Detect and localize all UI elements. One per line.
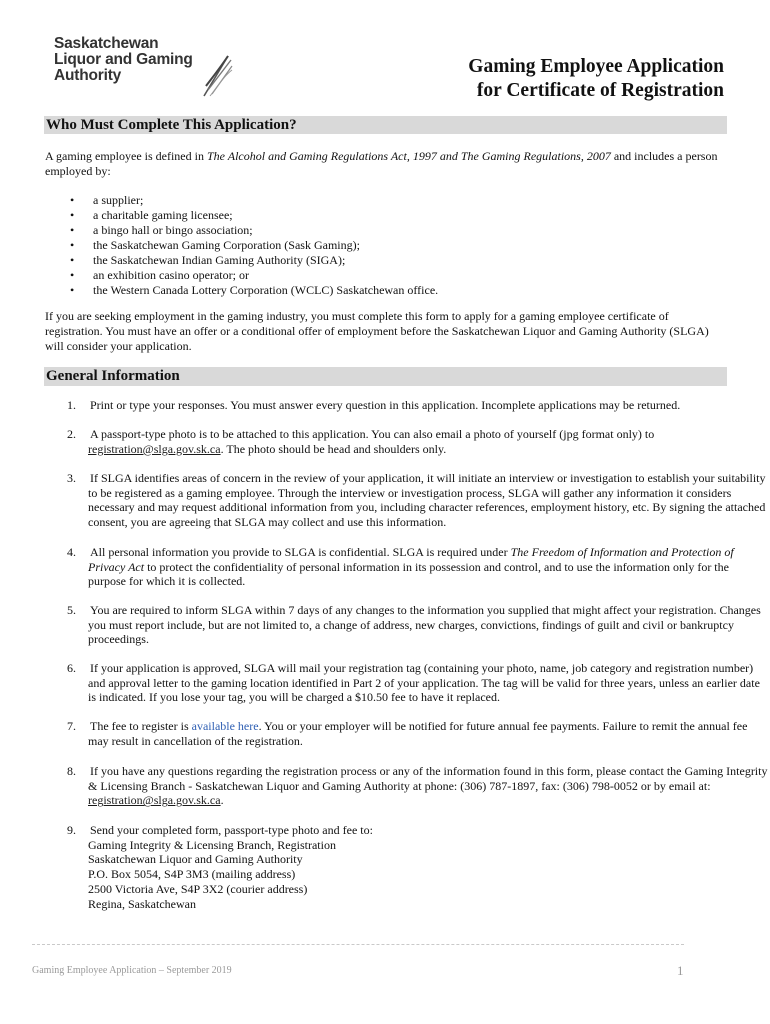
title-line-1: Gaming Employee Application bbox=[468, 56, 724, 77]
footer-form-version: Gaming Employee Application – September 2019 bbox=[32, 965, 232, 976]
contact-email-link[interactable]: registration@slga.gov.sk.ca bbox=[88, 793, 221, 808]
intro-text-end: and includes a person employed by: bbox=[45, 149, 718, 178]
intro-paragraph bbox=[45, 149, 725, 179]
logo-line-1: Saskatchewan bbox=[54, 35, 159, 52]
act-name: The Freedom of Information and Protection of Privacy Act bbox=[88, 545, 734, 574]
feather-logo-icon bbox=[198, 50, 238, 98]
address-line: Regina, Saskatchewan bbox=[88, 896, 196, 911]
address-line: Gaming Integrity & Licensing Branch, Registration bbox=[88, 837, 336, 852]
list-item bbox=[45, 661, 768, 705]
item-number: 8. bbox=[67, 764, 76, 778]
form-title bbox=[468, 55, 724, 103]
list-item bbox=[45, 719, 768, 748]
list-item bbox=[45, 545, 768, 589]
item-text: All personal information you provide to SLGA is confidential. SLGA is required under bbox=[90, 545, 511, 559]
item-text: If you have any questions regarding the registration process or any of the information found in this form, please contact the Gaming Integrity & Licensing Branch - Saskatchewan Liquor and Gaming Authority at phone: (306) 787-1897, fax: (306) 798-0052 or by email at: bbox=[88, 764, 768, 793]
section-heading-who-must-complete: Who Must Complete This Application? bbox=[44, 116, 727, 134]
list-item bbox=[45, 603, 768, 647]
item-text: A passport-type photo is to be attached to this application. You can also email a photo of yourself (jpg format only) to bbox=[90, 427, 655, 441]
item-text: If your application is approved, SLGA will mail your registration tag (containing your photo, name, job category and registration number) and approval letter to the gaming location identified in Part 2 of your application. The tag will be valid for three years, unless an earlier date is indicated. If you lose your tag, you will be charged a $10.50 fee to have it replaced. bbox=[88, 661, 760, 705]
title-line-2: for Certificate of Registration bbox=[476, 80, 724, 101]
item-text: You are required to inform SLGA within 7 days of any changes to the information you supplied that might affect your registration. Changes you must report include, but are not limited to, a change of address, new charges, convictions, findings of guilt and civil or bankruptcy proceedings. bbox=[88, 603, 761, 647]
item-text-end: . You or your employer will be notified for future annual fee payments. Failure to remit the annual fee may result in cancellation of the registration. bbox=[88, 719, 748, 748]
list-item: • a bingo hall or bingo association; bbox=[70, 223, 438, 238]
item-number: 4. bbox=[67, 545, 76, 559]
list-item: • a charitable gaming licensee; bbox=[70, 208, 438, 223]
employer-list bbox=[70, 193, 438, 298]
item-text-end: . The photo should be head and shoulders only. bbox=[220, 441, 447, 456]
address-line: 2500 Victoria Ave, S4P 3X2 (courier address) bbox=[88, 881, 308, 896]
item-number: 7. bbox=[67, 719, 76, 733]
address-line: P.O. Box 5054, S4P 3M3 (mailing address) bbox=[88, 867, 296, 882]
closing-paragraph: If you are seeking employment in the gaming industry, you must complete this form to apply for a gaming employee certificate of registration. You must have an offer or a conditional offer of employment before the Saskatchewan Liquor and Gaming Authority (SLGA) will consider your application. bbox=[45, 309, 709, 353]
mailing-instructions: Send your completed form, passport-type photo and fee to: bbox=[90, 823, 373, 837]
act-name: The Alcohol and Gaming Regulations Act, 1997 and The Gaming Regulations, 2007 bbox=[206, 149, 611, 163]
logo-line-2: Liquor and Gaming bbox=[54, 51, 193, 68]
fee-available-here-link[interactable]: available here bbox=[191, 719, 259, 733]
list-item: • the Western Canada Lottery Corporation (WCLC) Saskatchewan office. bbox=[70, 283, 438, 298]
list-item bbox=[45, 764, 768, 808]
page-number: 1 bbox=[677, 963, 684, 978]
list-item: • a supplier; bbox=[70, 193, 438, 208]
address-line: Saskatchewan Liquor and Gaming Authority bbox=[88, 852, 303, 867]
item-number: 1. bbox=[67, 398, 76, 412]
item-number: 6. bbox=[67, 661, 76, 675]
registration-email-link[interactable]: registration@slga.gov.sk.ca bbox=[88, 441, 221, 456]
item-text-end: . bbox=[220, 793, 224, 808]
item-number: 5. bbox=[67, 603, 76, 617]
item-number: 2. bbox=[67, 427, 76, 441]
logo-line-3: Authority bbox=[54, 67, 122, 84]
slga-logo bbox=[54, 36, 244, 98]
list-item bbox=[45, 398, 768, 413]
section-heading-general-information: General Information bbox=[44, 367, 727, 386]
list-item: • an exhibition casino operator; or bbox=[70, 268, 438, 283]
item-number: 3. bbox=[67, 471, 76, 485]
intro-text: A gaming employee is defined in bbox=[45, 149, 207, 163]
list-item: • the Saskatchewan Indian Gaming Authority (SIGA); bbox=[70, 253, 438, 268]
item-text: If SLGA identifies areas of concern in the review of your application, it will initiate an interview or investigation to establish your suitability to be registered as a gaming employee. Through the interview or investigation process, SLGA will gather any information it considers necessary and may request additional information from you, including character references, employment history, etc. By signing the attached consent, you are agreeing that SLGA may collect and use this information. bbox=[88, 471, 766, 530]
list-item bbox=[45, 823, 768, 911]
footer-divider bbox=[32, 944, 684, 945]
item-text: Print or type your responses. You must answer every question in this application. Incomplete applications may be returned. bbox=[90, 398, 681, 412]
item-text: The fee to register is bbox=[90, 719, 192, 733]
item-text-end: to protect the confidentiality of personal information in its possession and control, and to use the information only for the purpose for which it is collected. bbox=[88, 559, 729, 589]
item-number: 9. bbox=[67, 823, 76, 837]
list-item bbox=[45, 471, 768, 530]
list-item bbox=[45, 427, 768, 456]
list-item: • the Saskatchewan Gaming Corporation (Sask Gaming); bbox=[70, 238, 438, 253]
